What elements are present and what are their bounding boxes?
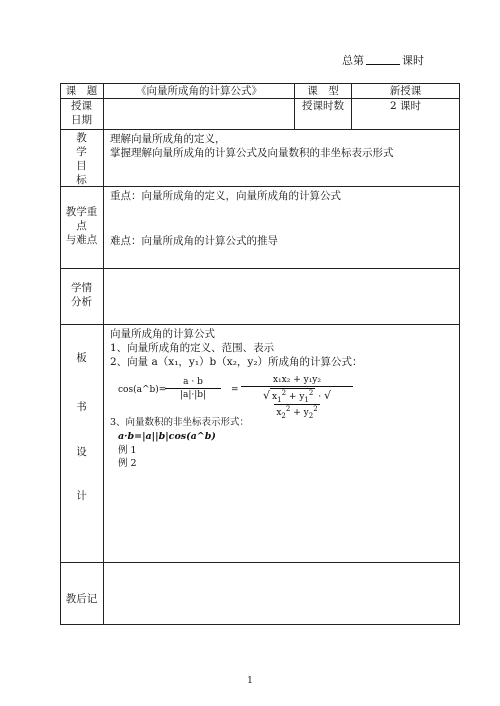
- board-title: 向量所成角的计算公式: [110, 328, 215, 340]
- example-2: 例 2: [118, 458, 137, 469]
- hours-label: 授课时数: [302, 100, 344, 112]
- sqrt-denominator: √ $x_1^2 + y_1^2 \cdot √x_2^2 + y_2^2$: [263, 389, 331, 420]
- fraction-2: $\frac{\text{x₁x₂ + y₁y₂}}{√ x_1^2 + y_1^2 \cdot √x_2^2 + y_2^2}$: [241, 375, 353, 420]
- goals-content[interactable]: 理解向量所成角的定义， 掌握理解向量所成角的计算公式及向量数积的非坐标表示形式: [110, 133, 394, 159]
- cos-formula-lhs: cos(a^b)=: [118, 385, 167, 395]
- lesson-plan-table: [60, 83, 460, 625]
- keypoints-label: 教学重 点 与难点: [65, 206, 98, 246]
- date-label: 授课 日期: [71, 100, 92, 126]
- hours-value[interactable]: 2 课时: [389, 100, 422, 112]
- topic-label: 课 题: [65, 85, 98, 97]
- date-value-field[interactable]: [104, 99, 294, 129]
- equals-sign: =: [231, 385, 239, 395]
- board-label-3: 设: [76, 446, 87, 458]
- reflection-label: 教后记: [65, 593, 98, 605]
- key-point-text[interactable]: 重点：向量所成角的定义，向量所成角的计算公式: [110, 190, 341, 202]
- reflection-content[interactable]: [104, 563, 459, 624]
- board-item-3: 3、向量数积的非坐标表示形式：: [110, 417, 250, 428]
- fraction-1: $\frac{a \cdot b}{|a|\cdot|b|}$: [165, 377, 221, 400]
- total-lesson-header: 总第 课时: [342, 54, 424, 67]
- dot-product-formula: a·b=|a||b|cos(a^b): [118, 431, 216, 442]
- topic-value[interactable]: 《向量所成角的计算公式》: [136, 85, 262, 97]
- goals-label: 教 学 目 标: [76, 132, 87, 186]
- board-label-2: 书: [76, 401, 87, 413]
- lesson-number-blank[interactable]: [366, 64, 400, 65]
- type-value[interactable]: 新授课: [389, 85, 422, 97]
- example-1: 例 1: [118, 445, 137, 456]
- page-number: 1: [247, 676, 253, 686]
- difficult-point-text[interactable]: 难点：向量所成角的计算公式的推导: [110, 235, 278, 247]
- situation-label: 学情 分析: [71, 282, 92, 308]
- situation-content[interactable]: [104, 269, 459, 324]
- type-label: 课 型: [307, 85, 339, 97]
- board-item-2: 2、向量 a（x₁，y₁）b（x₂，y₂）所成角的计算公式：: [110, 356, 363, 368]
- board-label-1: 板: [76, 352, 87, 364]
- board-item-1: 1、向量所成角的定义、范围、表示: [110, 342, 275, 354]
- board-label-4: 计: [76, 490, 87, 502]
